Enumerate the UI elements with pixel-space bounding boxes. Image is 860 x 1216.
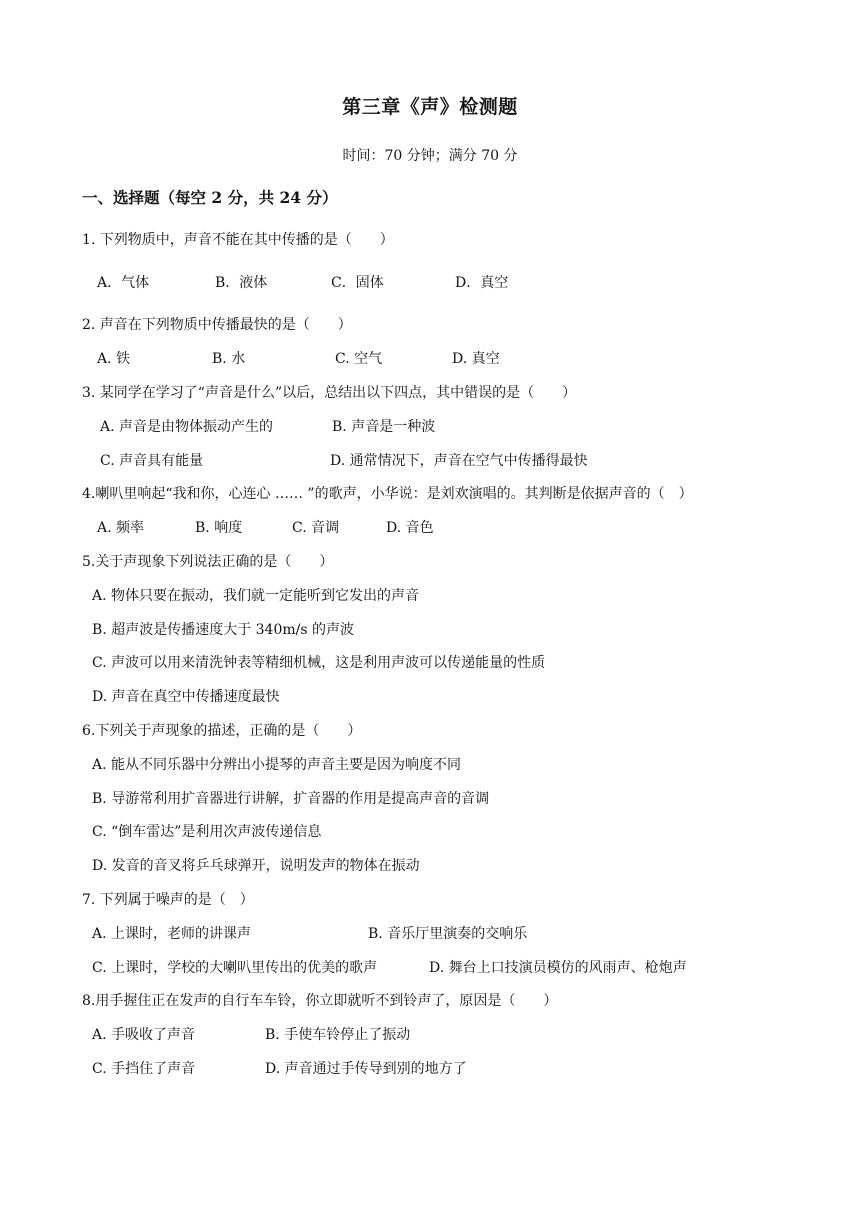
- question-8-option-c: C. 手挡住了声音: [92, 1061, 196, 1077]
- question-2-option-c: C. 空气: [335, 351, 383, 367]
- question-2-stem: 2. 声音在下列物质中传播最快的是（ ）: [82, 317, 352, 333]
- question-1-option-c: C．固体: [331, 275, 384, 291]
- question-3-option-c: C. 声音具有能量: [100, 453, 204, 469]
- question-7-option-c: C. 上课时，学校的大喇叭里传出的优美的歌声: [92, 960, 378, 976]
- question-6-option-b: B. 导游常利用扩音器进行讲解，扩音器的作用是提高声音的音调: [92, 791, 490, 807]
- question-8-option-b: B. 手使车铃停止了振动: [265, 1027, 411, 1043]
- question-7-option-d: D. 舞台上口技演员模仿的风雨声、枪炮声: [429, 960, 687, 976]
- question-5-stem: 5.关于声现象下列说法正确的是（ ）: [82, 554, 334, 570]
- question-5-option-c: C. 声波可以用来清洗钟表等精细机械，这是利用声波可以传递能量的性质: [92, 655, 546, 671]
- question-2-option-b: B. 水: [212, 351, 246, 367]
- question-3-stem: 3. 某同学在学习了“声音是什么”以后，总结出以下四点，其中错误的是（ ）: [82, 385, 577, 401]
- question-7-option-b: B. 音乐厅里演奏的交响乐: [368, 926, 528, 942]
- question-3-option-d: D. 通常情况下，声音在空气中传播得最快: [330, 453, 588, 469]
- question-6-stem: 6.下列关于声现象的描述，正确的是（ ）: [82, 723, 362, 739]
- question-5-option-a: A. 物体只要在振动，我们就一定能听到它发出的声音: [92, 588, 420, 604]
- section-heading: 一、选择题（每空 2 分，共 24 分）: [82, 188, 338, 207]
- question-5-option-d: D. 声音在真空中传播速度最快: [92, 689, 280, 705]
- question-1-option-b: B．液体: [215, 275, 268, 291]
- question-3-option-b: B. 声音是一种波: [332, 419, 436, 435]
- exam-time-score: 时间：70 分钟；满分 70 分: [342, 148, 518, 164]
- question-6-option-a: A. 能从不同乐器中分辨出小提琴的声音主要是因为响度不同: [92, 757, 462, 773]
- question-4-option-b: B. 响度: [195, 520, 243, 536]
- document-title: 第三章《声》检测题: [342, 96, 518, 118]
- question-1-option-d: D．真空: [455, 275, 509, 291]
- question-3-option-a: A. 声音是由物体振动产生的: [100, 419, 274, 435]
- question-7-stem: 7. 下列属于噪声的是（ ）: [82, 892, 254, 908]
- question-1-stem: 1. 下列物质中，声音不能在其中传播的是（ ）: [82, 232, 394, 248]
- question-1-option-a: A．气体: [97, 275, 150, 291]
- question-7-option-a: A. 上课时，老师的讲课声: [92, 926, 252, 942]
- question-6-option-c: C. “倒车雷达”是利用次声波传递信息: [92, 824, 322, 840]
- question-8-option-a: A. 手吸收了声音: [92, 1027, 196, 1043]
- question-2-option-a: A. 铁: [97, 351, 131, 367]
- question-8-option-d: D. 声音通过手传导到别的地方了: [265, 1061, 467, 1077]
- question-6-option-d: D. 发音的音叉将乒乓球弹开，说明发声的物体在振动: [92, 858, 420, 874]
- question-5-option-b: B. 超声波是传播速度大于 340m/s 的声波: [92, 622, 354, 638]
- question-4-option-d: D. 音色: [386, 520, 434, 536]
- question-4-option-a: A. 频率: [97, 520, 145, 536]
- question-8-stem: 8.用手握住正在发声的自行车车铃，你立即就听不到铃声了，原因是（ ）: [82, 993, 558, 1009]
- question-4-option-c: C. 音调: [292, 520, 340, 536]
- question-4-stem: 4.喇叭里响起“我和你，心连心 …… ”的歌声，小华说：是刘欢演唱的。其判断是依据声音的（ ）: [82, 486, 693, 502]
- question-2-option-d: D. 真空: [452, 351, 500, 367]
